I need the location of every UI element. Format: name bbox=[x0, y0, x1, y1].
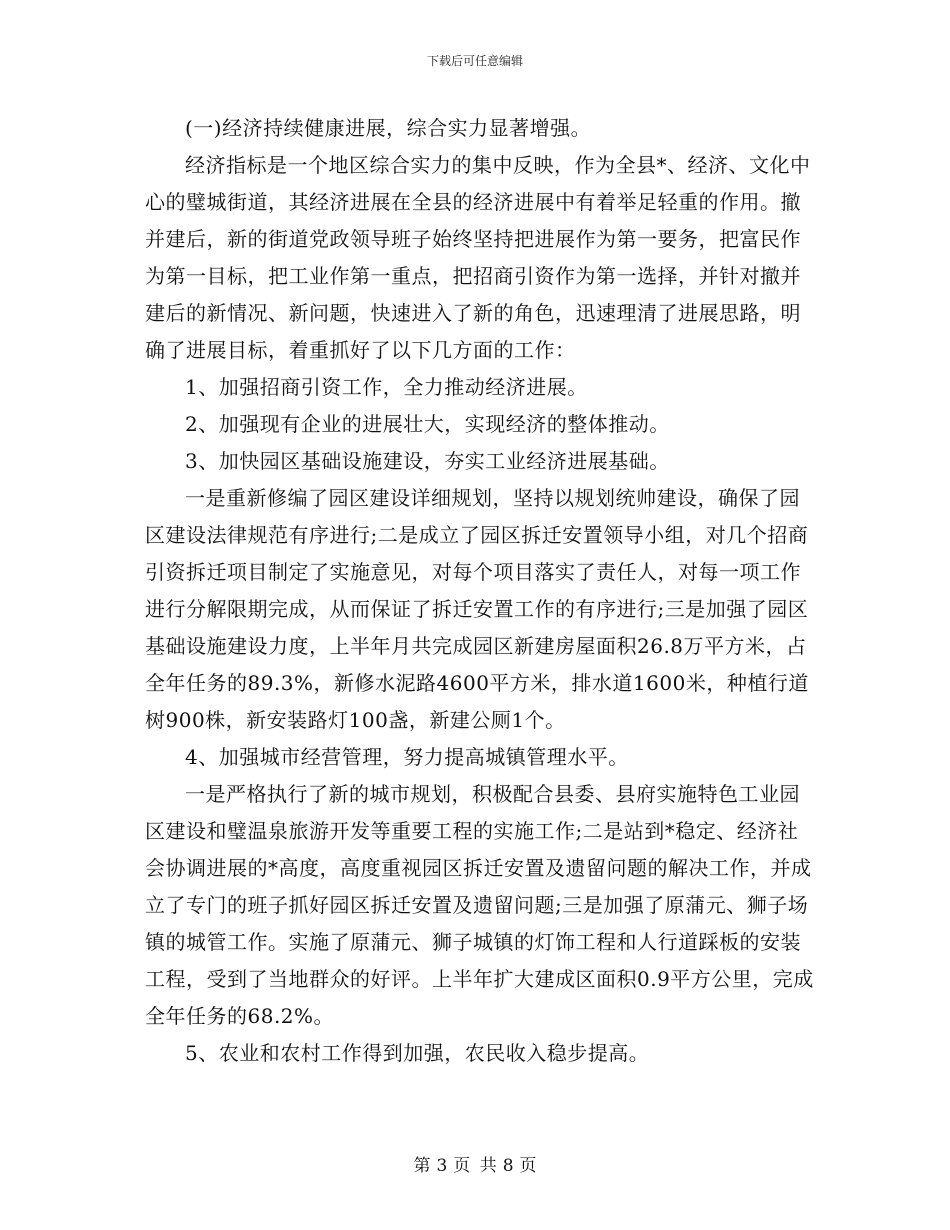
page-header: 下载后可任意编辑 bbox=[426, 54, 523, 68]
page-footer bbox=[0, 1156, 950, 1176]
footer-prefix: 第 bbox=[413, 1156, 431, 1176]
footer-mid: 页 共 bbox=[453, 1156, 497, 1176]
list-item-heading: 1、加强招商引资工作，全力推动经济进展。 bbox=[185, 375, 588, 399]
section-heading: (一)经济持续健康进展，综合实力显著增强。 bbox=[185, 116, 592, 140]
document-body bbox=[145, 110, 815, 1072]
paragraph: 一是重新修编了园区建设详细规划，坚持以规划统帅建设，确保了园区建设法律规范有序进行;二是成立了园区拆迁安置领导小组，对几个招商引资拆迁项目制定了实施意见，对每个项目落实了责任人，对每一项工作进行分解限期完成，从而保证了拆迁安置工作的有序进行;三是加强了园区基础设施建设力度，上半年月共完成园区新建房屋面积26.8万平方米，占全年任务的89.3%，新修水泥路4600平方米，排水道1600米，种植行道树900株，新安装路灯100盏，新建公厕1个。 bbox=[145, 486, 809, 732]
paragraph: 经济指标是一个地区综合实力的集中反映，作为全县*、经济、文化中心的璧城街道，其经济进展在全县的经济进展中有着举足轻重的作用。撤并建后，新的街道党政领导班子始终坚持把进展作为第一要务，把富民作为第一目标，把工业作第一重点，把招商引资作为第一选择，并针对撤并建后的新情况、新问题，快速进入了新的角色，迅速理清了进展思路，明确了进展目标，着重抓好了以下几方面的工作： bbox=[145, 153, 811, 362]
footer-suffix: 页 bbox=[519, 1156, 537, 1176]
paragraph: 一是严格执行了新的城市规划，积极配合县委、县府实施特色工业园区建设和璧温泉旅游开发等重要工程的实施工作;二是站到*稳定、经济社会协调进展的*高度，高度重视园区拆迁安置及遗留问题的解决工作，并成立了专门的班子抓好园区拆迁安置及遗留问题;三是加强了原蒲元、狮子场镇的城管工作。实施了原蒲元、狮子城镇的灯饰工程和人行道踩板的安装工程，受到了当地群众的好评。上半年扩大建成区面积0.9平方公里，完成全年任务的68.2%。 bbox=[145, 782, 814, 1028]
list-item-heading: 2、加强现有企业的进展壮大，实现经济的整体推动。 bbox=[185, 412, 670, 436]
total-pages: 8 bbox=[502, 1156, 514, 1176]
page-number: 3 bbox=[436, 1156, 448, 1176]
list-item-heading: 3、加快园区基础设施建设，夯实工业经济进展基础。 bbox=[185, 449, 670, 473]
list-item-heading: 4、加强城市经营管理，努力提高城镇管理水平。 bbox=[185, 745, 629, 769]
list-item-heading: 5、农业和农村工作得到加强，农民收入稳步提高。 bbox=[185, 1041, 650, 1065]
